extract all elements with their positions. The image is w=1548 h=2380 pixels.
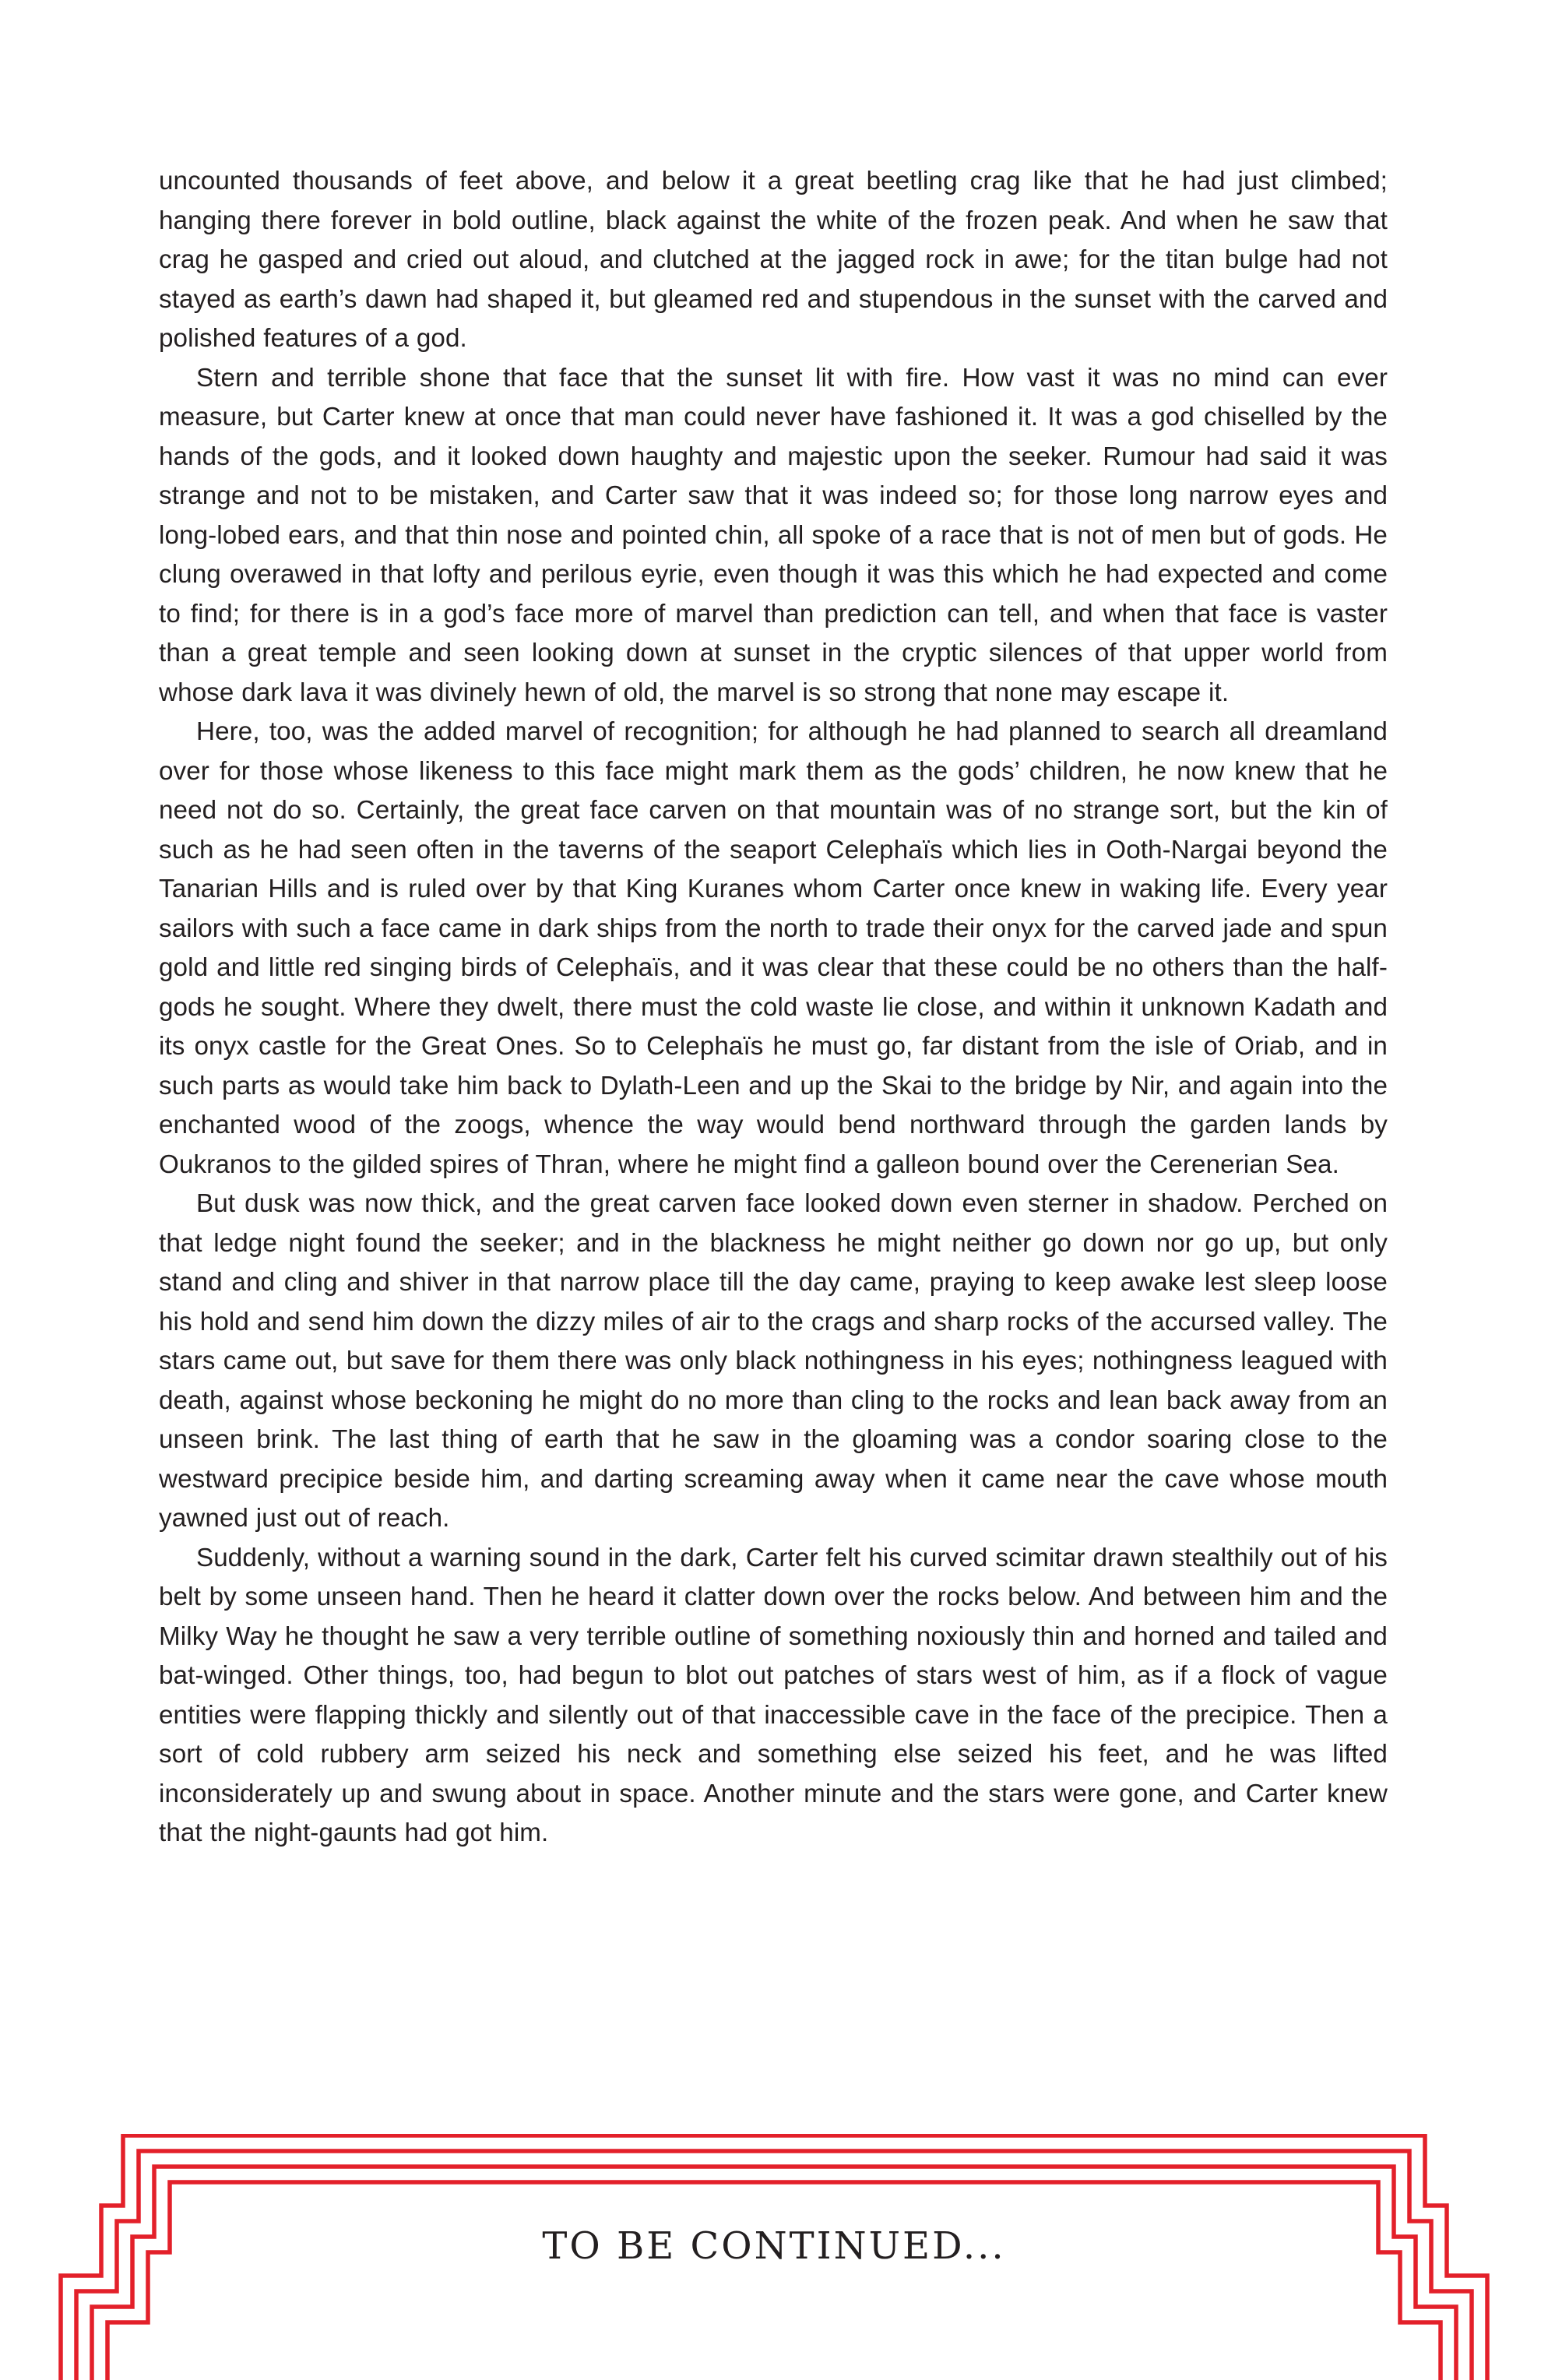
story-paragraph-5: Suddenly, without a warning sound in the dark, Carter felt his curved scimitar drawn stealthily out of his belt by some unseen hand. Then he heard it clatter down over the rocks below. And between him and the Milky Way he thought he saw a very terrible outline of something noxiously thin and horned and tailed and bat-winged. Other things, too, had begun to blot out patches of stars west of him, as if a flock of vague entities were flapping thickly and silently out of that inaccessible cave in the face of the precipice. Then a sort of cold rubbery arm seized his neck and something else seized his feet, and he was lifted inconsiderately up and swung about in space. Another minute and the stars were gone, and Carter knew that the night-gaunts had got him. <box>159 1543 1388 1847</box>
frame-line-inner <box>92 2167 1456 2380</box>
story-paragraph-2: Stern and terrible shone that face that the sunset lit with fire. How vast it was no mind can ever measure, but Carter knew at once that man could never have fashioned it. It was a god chiselled by the hands of the gods, and it looked down haughty and majestic upon the seeker. Rumour had said it was strange and not to be mistaken, and Carter saw that it was indeed so; for those long narrow eyes and long-lobed ears, and that thin nose and pointed chin, all spoke of a race that is not of men but of gods. He clung overawed in that lofty and perilous eyrie, even though it was this which he had expected and come to find; for there is in a god’s face more of marvel than prediction can tell, and when that face is vaster than a great temple and seen looking down at sunset in the cryptic silences of that upper world from whose dark lava it was divinely hewn of old, the marvel is so strong that none may escape it. <box>159 363 1388 707</box>
story-paragraph-4: But dusk was now thick, and the great carven face looked down even sterner in shadow. Perched on that ledge night found the seeker; and in the blackness he might neither go down nor go up, but only stand and cling and shiver in that narrow place till the day came, praying to keep awake lest sleep loose his hold and send him down the dizzy miles of air to the crags and sharp rocks of the accursed valley. The stars came out, but save for them there was only black nothingness in his eyes; nothingness leagued with death, against whose beckoning he might do no more than cling to the rocks and lean back away from an unseen brink. The last thing of earth that he saw in the gloaming was a condor soaring close to the westward precipice beside him, and darting screaming away when it came near the cave whose mouth yawned just out of reach. <box>159 1189 1388 1533</box>
story-paragraph-3: Here, too, was the added marvel of recognition; for although he had planned to search all dreamland over for those whose likeness to this face might mark them as the gods’ children, he now knew that he need not do so. Certainly, the great face carven on that mountain was of no strange sort, but the kin of such as he had seen often in the taverns of the seaport Celephaïs which lies in Ooth-Nargai beyond the Tanarian Hills and is ruled over by that King Kuranes whom Carter once knew in waking life. Every year sailors with such a face came in dark ships from the north to trade their onyx for the carved jade and spun gold and little red singing birds of Celephaïs, and it was clear that these could be no others than the half-gods he sought. Where they dwelt, there must the cold waste lie close, and within it unknown Kadath and its onyx castle for the Great Ones. So to Celephaïs he must go, far distant from the isle of Oriab, and in such parts as would take him back to Dylath-Leen and up the Skai to the bridge by Nir, and again into the enchanted wood of the zoogs, whence the way would bend northward through the garden lands by Oukranos to the gilded spires of Thran, where he might find a galleon bound over the Cerenerian Sea. <box>159 717 1388 1179</box>
story-paragraph-1: uncounted thousands of feet above, and below it a great beetling crag like that he had just climbed; hanging there forever in bold outline, black against the white of the frozen peak. And when he saw that crag he gasped and cried out aloud, and clutched at the jagged rock in awe; for the titan bulge had not stayed as earth’s dawn had shaped it, but gleamed red and stupendous in the sunset with the carved and polished features of a god. <box>159 167 1388 353</box>
to-be-continued-caption: TO BE CONTINUED... <box>542 2224 1006 2268</box>
story-body <box>159 162 1388 1854</box>
